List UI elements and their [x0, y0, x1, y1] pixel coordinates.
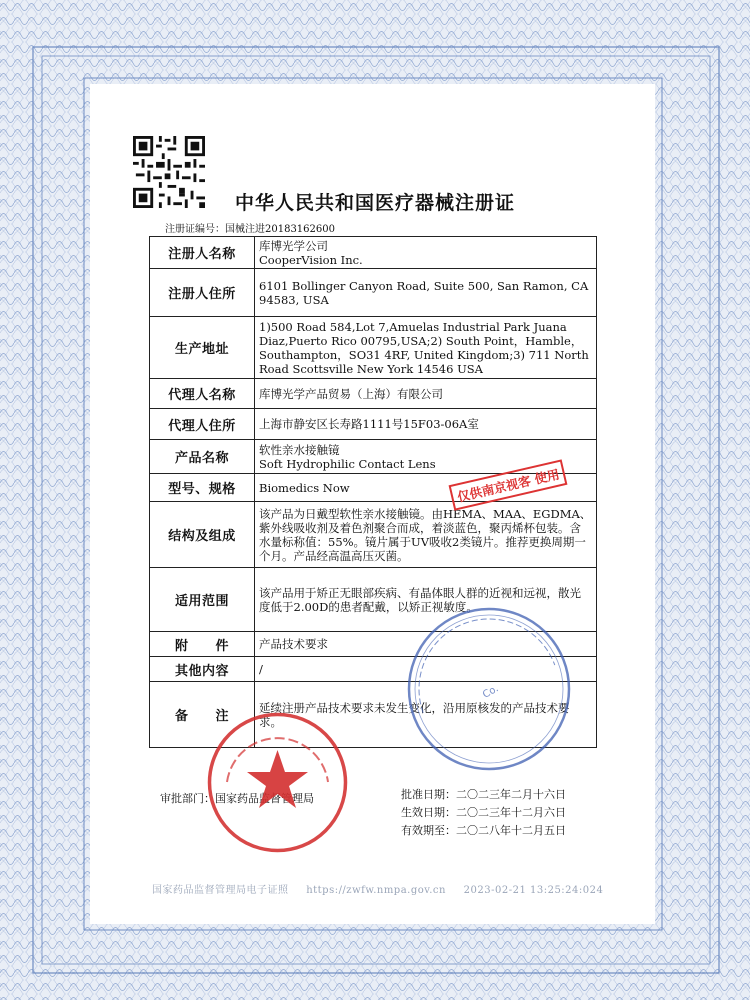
row-value: 产品技术要求	[255, 632, 597, 657]
row-value: 库博光学公司 CooperVision Inc.	[255, 237, 597, 269]
row-value: 库博光学产品贸易（上海）有限公司	[255, 379, 597, 409]
row-value: 软性亲水接触镜 Soft Hydrophilic Contact Lens	[255, 440, 597, 474]
table-row	[150, 269, 597, 317]
row-label: 结构及组成	[150, 502, 255, 568]
certificate-title: 中华人民共和国医疗器械注册证	[234, 192, 515, 214]
table-row	[150, 502, 597, 568]
row-label: 备 注	[150, 682, 255, 748]
svg-text:Co.: Co.	[481, 683, 501, 701]
row-label: 代理人名称	[150, 379, 255, 409]
row-value: 6101 Bollinger Canyon Road, Suite 500, San Ramon, CA 94583, USA	[255, 269, 597, 317]
approval-date: 批准日期：二〇二三年二月十六日	[401, 788, 566, 801]
usage-stamp: 仅供南京视客 使用	[449, 459, 568, 511]
date-block	[401, 786, 566, 840]
table-row	[150, 379, 597, 409]
row-value: 该产品用于矫正无眼部疾病、有晶体眼人群的近视和远视，散光度低于2.00D的患者配戴，以矫正视敏度。	[255, 568, 597, 632]
table-row	[150, 409, 597, 440]
table-row	[150, 317, 597, 379]
row-label: 注册人名称	[150, 237, 255, 269]
row-value: 上海市静安区长寿路1111号15F03-06A室	[255, 409, 597, 440]
row-label: 产品名称	[150, 440, 255, 474]
official-seal	[205, 710, 350, 855]
row-label: 型号、规格	[150, 474, 255, 502]
company-seal	[405, 605, 573, 773]
table-row	[150, 237, 597, 269]
footer-timestamp: 2023-02-21 13:25:24:024	[463, 885, 604, 896]
row-value: 该产品为日戴型软性亲水接触镜。由HEMA、MAA、EGDMA、紫外线吸收剂及着色剂聚合而成，着淡蓝色，聚丙烯杯包装。含水量标称值：55%。镜片属于UV吸收2类镜片。推荐更换周期一个月。产品经高温高压灭菌。	[255, 502, 597, 568]
row-value: Biomedics Now	[255, 474, 597, 502]
row-value: 1)500 Road 584,Lot 7,Amuelas Industrial Park Juana Diaz,Puerto Rico 00795,USA;2) South Point，Hamble，Southampton，SO31 4RF, United Kingdom;3) 711 North Road Scottsville New York 14546 USA	[255, 317, 597, 379]
effective-date: 生效日期：二〇二三年十二月六日	[401, 806, 566, 819]
registration-number: 注册证编号：国械注进20183162600	[165, 224, 335, 235]
footer-url: https://zwfw.nmpa.gov.cn	[306, 885, 446, 896]
row-label: 其他内容	[150, 657, 255, 682]
row-label: 代理人住所	[150, 409, 255, 440]
row-label: 生产地址	[150, 317, 255, 379]
approval-department: 审批部门：国家药品监督管理局	[160, 792, 314, 805]
row-value: 延续注册产品技术要求未发生变化，沿用原核发的产品技术要求。	[255, 682, 597, 748]
row-label: 注册人住所	[150, 269, 255, 317]
row-value: /	[255, 657, 597, 682]
footer-issuer: 国家药品监督管理局电子证照	[152, 885, 289, 896]
footer	[152, 881, 617, 896]
expiry-date: 有效期至：二〇二八年十二月五日	[401, 824, 566, 837]
row-label: 适用范围	[150, 568, 255, 632]
row-label: 附 件	[150, 632, 255, 657]
